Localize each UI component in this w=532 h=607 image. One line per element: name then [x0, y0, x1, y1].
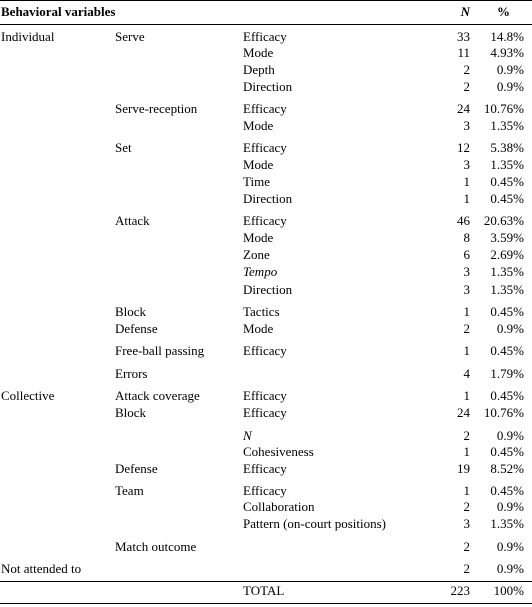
row-percent: 4.93% [490, 45, 524, 60]
row-action: Attack coverage [115, 388, 200, 403]
row-n: 1 [463, 191, 470, 206]
row-n: 3 [463, 516, 470, 531]
row-variable: Efficacy [243, 483, 287, 498]
row-percent: 0.9% [496, 561, 524, 576]
row-n: 24 [457, 405, 470, 420]
row-action: Block [115, 304, 147, 319]
row-variable: Collaboration [243, 499, 315, 514]
row-variable: Efficacy [243, 101, 287, 116]
row-variable: Mode [243, 118, 274, 133]
row-n: 3 [463, 118, 470, 133]
row-variable: Mode [243, 321, 274, 336]
row-percent: 10.76% [483, 405, 524, 420]
row-action: Serve-reception [115, 101, 198, 116]
row-action: Block [115, 405, 147, 420]
header-percent: % [497, 4, 510, 19]
row-n: 1 [463, 444, 470, 459]
row-n: 24 [457, 101, 470, 116]
row-n: 12 [457, 140, 470, 155]
row-action: Match outcome [115, 539, 197, 554]
row-action: Defense [115, 461, 158, 476]
row-variable: Mode [243, 230, 274, 245]
row-percent: 0.45% [490, 343, 524, 358]
row-action: Set [115, 140, 132, 155]
row-variable: Efficacy [243, 461, 287, 476]
row-action: Free-ball passing [115, 343, 205, 358]
row-n: 1 [463, 304, 470, 319]
row-percent: 0.9% [496, 539, 524, 554]
row-percent: 0.45% [490, 174, 524, 189]
total-n: 223 [450, 583, 470, 598]
row-percent: 0.9% [496, 321, 524, 336]
total-rule [0, 581, 532, 582]
row-category: Collective [1, 388, 55, 403]
row-percent: 0.9% [496, 428, 524, 443]
row-variable: Efficacy [243, 213, 287, 228]
row-action: Serve [115, 29, 145, 44]
row-n: 3 [463, 264, 470, 279]
row-n: 1 [463, 483, 470, 498]
row-variable: Efficacy [243, 140, 287, 155]
header-rule [0, 24, 532, 25]
row-category: Individual [1, 29, 55, 44]
row-n: 1 [463, 343, 470, 358]
row-action: Team [115, 483, 144, 498]
row-percent: 1.35% [490, 282, 524, 297]
row-category: Not attended to [1, 561, 82, 576]
row-percent: 3.59% [490, 230, 524, 245]
row-variable: Mode [243, 157, 274, 172]
row-n: 2 [463, 79, 470, 94]
row-n: 19 [457, 461, 470, 476]
row-percent: 14.8% [490, 29, 524, 44]
row-percent: 0.45% [490, 304, 524, 319]
row-percent: 1.35% [490, 516, 524, 531]
row-n: 1 [463, 388, 470, 403]
row-variable: Direction [243, 191, 293, 206]
row-action: Defense [115, 321, 158, 336]
row-n: 11 [457, 45, 470, 60]
row-variable: Time [243, 174, 270, 189]
row-n: 8 [463, 230, 470, 245]
row-n: 2 [463, 499, 470, 514]
row-n: 3 [463, 282, 470, 297]
row-variable: Direction [243, 282, 293, 297]
row-percent: 5.38% [490, 140, 524, 155]
row-n: 33 [457, 29, 470, 44]
row-n: 4 [463, 366, 470, 381]
row-percent: 0.45% [490, 483, 524, 498]
row-percent: 1.35% [490, 264, 524, 279]
row-n: 2 [463, 428, 470, 443]
row-percent: 1.35% [490, 157, 524, 172]
row-variable: Tempo [243, 264, 278, 279]
row-n: 6 [463, 247, 470, 262]
row-n: 2 [463, 321, 470, 336]
row-percent: 0.45% [490, 444, 524, 459]
row-variable: Efficacy [243, 343, 287, 358]
total-percent: 100% [493, 583, 524, 598]
row-n: 3 [463, 157, 470, 172]
table-bottom-rule [0, 603, 532, 604]
row-percent: 10.76% [483, 101, 524, 116]
row-variable: Efficacy [243, 405, 287, 420]
row-variable: Efficacy [243, 29, 287, 44]
row-percent: 0.45% [490, 388, 524, 403]
row-percent: 0.45% [490, 191, 524, 206]
row-percent: 0.9% [496, 62, 524, 77]
row-variable: Direction [243, 79, 293, 94]
row-percent: 20.63% [483, 213, 524, 228]
row-percent: 0.9% [496, 499, 524, 514]
row-variable: Efficacy [243, 388, 287, 403]
table-top-rule [0, 0, 532, 1]
row-variable: Pattern (on-court positions) [243, 516, 386, 531]
row-action: Attack [115, 213, 150, 228]
row-variable: N [243, 428, 252, 443]
row-n: 46 [457, 213, 470, 228]
row-variable: Cohesiveness [243, 444, 314, 459]
row-variable: Tactics [243, 304, 280, 319]
row-percent: 1.79% [490, 366, 524, 381]
total-label: TOTAL [243, 583, 285, 598]
row-percent: 2.69% [490, 247, 524, 262]
row-variable: Zone [243, 247, 270, 262]
header-n: N [460, 4, 470, 19]
row-n: 2 [463, 62, 470, 77]
row-variable: Depth [243, 62, 275, 77]
row-percent: 1.35% [490, 118, 524, 133]
row-variable: Mode [243, 45, 274, 60]
row-action: Errors [115, 366, 148, 381]
row-n: 2 [463, 539, 470, 554]
row-n: 2 [463, 561, 470, 576]
row-n: 1 [463, 174, 470, 189]
row-percent: 0.9% [496, 79, 524, 94]
row-percent: 8.52% [490, 461, 524, 476]
header-variables: Behavioral variables [1, 4, 116, 19]
